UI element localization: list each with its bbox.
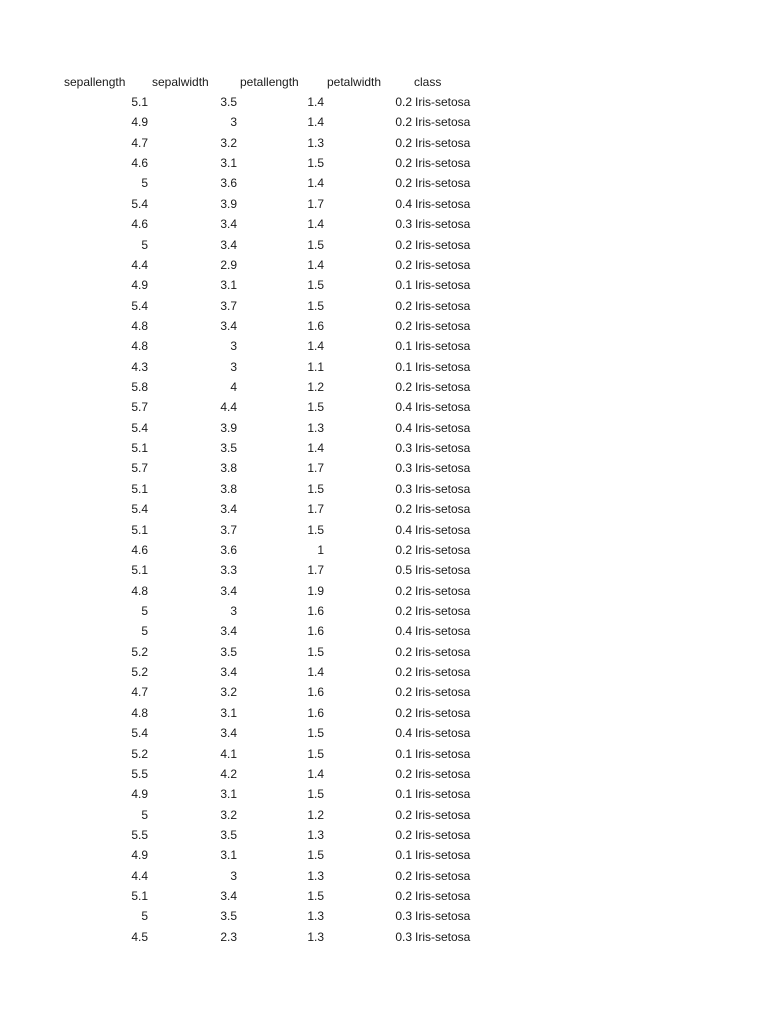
cell-petallength: 1.2	[307, 807, 324, 822]
table-row	[0, 112, 768, 132]
cell-petalwidth: 0.2	[395, 705, 412, 720]
cell-sepallength: 5.1	[131, 889, 148, 904]
cell-petalwidth: 0.2	[395, 156, 412, 171]
cell-petallength: 1.5	[307, 400, 324, 415]
header-petallength: petallength	[240, 75, 299, 89]
cell-petallength: 1.5	[307, 522, 324, 537]
cell-sepallength: 5.1	[131, 95, 148, 109]
cell-petalwidth: 0.2	[395, 665, 412, 680]
cell-sepallength: 5.7	[131, 400, 148, 415]
cell-sepallength: 4.4	[131, 257, 148, 272]
cell-sepalwidth: 3.5	[220, 909, 237, 924]
data-sheet	[0, 72, 768, 947]
cell-sepalwidth: 3.4	[220, 889, 237, 904]
table-row	[0, 418, 768, 438]
cell-sepallength: 5	[141, 237, 148, 252]
cell-class: Iris-setosa	[415, 827, 471, 842]
cell-sepallength: 4.8	[131, 318, 148, 333]
cell-petallength: 1.4	[307, 95, 324, 109]
cell-class: Iris-setosa	[415, 807, 471, 822]
cell-class: Iris-setosa	[415, 603, 471, 618]
table-row	[0, 458, 768, 478]
cell-class: Iris-setosa	[415, 461, 471, 476]
table-row	[0, 153, 768, 173]
table-row	[0, 906, 768, 926]
cell-class: Iris-setosa	[415, 746, 471, 761]
cell-petallength: 1.3	[307, 827, 324, 842]
cell-petalwidth: 0.4	[395, 522, 412, 537]
cell-class: Iris-setosa	[415, 726, 471, 741]
cell-class: Iris-setosa	[415, 298, 471, 313]
cell-sepallength: 5.1	[131, 563, 148, 578]
cell-sepalwidth: 3.5	[220, 95, 237, 109]
cell-petalwidth: 0.2	[395, 603, 412, 618]
cell-petallength: 1.3	[307, 135, 324, 150]
cell-sepallength: 5	[141, 909, 148, 924]
cell-petalwidth: 0.3	[395, 481, 412, 496]
cell-sepalwidth: 3.6	[220, 176, 237, 191]
cell-sepallength: 4.3	[131, 359, 148, 374]
cell-petallength: 1.5	[307, 848, 324, 863]
cell-petalwidth: 0.2	[395, 95, 412, 109]
cell-class: Iris-setosa	[415, 156, 471, 171]
cell-sepalwidth: 4.4	[220, 400, 237, 415]
cell-petallength: 1.3	[307, 909, 324, 924]
cell-sepalwidth: 3.5	[220, 827, 237, 842]
cell-class: Iris-setosa	[415, 542, 471, 557]
cell-class: Iris-setosa	[415, 237, 471, 252]
cell-sepallength: 5.5	[131, 827, 148, 842]
cell-sepalwidth: 4	[230, 380, 237, 395]
cell-sepallength: 5	[141, 807, 148, 822]
cell-petallength: 1.5	[307, 237, 324, 252]
cell-sepallength: 4.6	[131, 217, 148, 232]
cell-petalwidth: 0.2	[395, 502, 412, 517]
cell-sepallength: 4.5	[131, 929, 148, 944]
cell-petalwidth: 0.4	[395, 420, 412, 435]
cell-petalwidth: 0.2	[395, 257, 412, 272]
table-row	[0, 703, 768, 723]
cell-petalwidth: 0.2	[395, 685, 412, 700]
cell-sepallength: 5.1	[131, 522, 148, 537]
cell-petalwidth: 0.3	[395, 217, 412, 232]
cell-class: Iris-setosa	[415, 868, 471, 883]
cell-class: Iris-setosa	[415, 278, 471, 293]
cell-sepalwidth: 3.2	[220, 135, 237, 150]
cell-sepallength: 5.4	[131, 726, 148, 741]
cell-class: Iris-setosa	[415, 359, 471, 374]
header-petalwidth: petalwidth	[327, 75, 382, 89]
cell-petallength: 1.5	[307, 787, 324, 802]
table-row	[0, 825, 768, 845]
cell-petallength: 1.4	[307, 766, 324, 781]
cell-petallength: 1.3	[307, 420, 324, 435]
cell-sepallength: 5.5	[131, 766, 148, 781]
header-sepalwidth: sepalwidth	[152, 75, 209, 89]
cell-sepallength: 4.9	[131, 278, 148, 293]
cell-class: Iris-setosa	[415, 95, 471, 109]
table-row	[0, 255, 768, 275]
cell-class: Iris-setosa	[415, 441, 471, 456]
cell-sepalwidth: 3.1	[220, 705, 237, 720]
cell-sepallength: 4.9	[131, 787, 148, 802]
table-row	[0, 194, 768, 214]
cell-petallength: 1.2	[307, 380, 324, 395]
cell-petalwidth: 0.4	[395, 726, 412, 741]
cell-class: Iris-setosa	[415, 115, 471, 130]
table-row	[0, 642, 768, 662]
cell-petalwidth: 0.2	[395, 135, 412, 150]
cell-petalwidth: 0.2	[395, 542, 412, 557]
table-row	[0, 520, 768, 540]
table-row	[0, 866, 768, 886]
cell-petalwidth: 0.4	[395, 196, 412, 211]
cell-sepallength: 5.2	[131, 644, 148, 659]
cell-petalwidth: 0.1	[395, 339, 412, 354]
cell-petalwidth: 0.3	[395, 929, 412, 944]
cell-petallength: 1.7	[307, 196, 324, 211]
table-row	[0, 764, 768, 784]
cell-sepallength: 4.9	[131, 848, 148, 863]
table-row	[0, 479, 768, 499]
cell-sepalwidth: 3.2	[220, 807, 237, 822]
cell-class: Iris-setosa	[415, 889, 471, 904]
cell-sepallength: 5.2	[131, 746, 148, 761]
cell-petallength: 1.3	[307, 929, 324, 944]
cell-sepallength: 5.4	[131, 502, 148, 517]
cell-sepalwidth: 3	[230, 868, 237, 883]
cell-sepallength: 5	[141, 176, 148, 191]
cell-petallength: 1.6	[307, 685, 324, 700]
cell-petallength: 1.4	[307, 176, 324, 191]
cell-sepallength: 4.6	[131, 156, 148, 171]
cell-class: Iris-setosa	[415, 380, 471, 395]
cell-sepalwidth: 3.7	[220, 522, 237, 537]
cell-sepalwidth: 2.3	[220, 929, 237, 944]
cell-sepalwidth: 3.4	[220, 237, 237, 252]
cell-petalwidth: 0.1	[395, 746, 412, 761]
cell-petalwidth: 0.2	[395, 380, 412, 395]
cell-sepallength: 5.7	[131, 461, 148, 476]
table-row	[0, 845, 768, 865]
table-row	[0, 601, 768, 621]
cell-sepalwidth: 3	[230, 339, 237, 354]
cell-sepallength: 5	[141, 603, 148, 618]
cell-sepalwidth: 3.4	[220, 583, 237, 598]
table-row	[0, 316, 768, 336]
cell-petallength: 1.4	[307, 441, 324, 456]
cell-sepallength: 4.6	[131, 542, 148, 557]
cell-class: Iris-setosa	[415, 420, 471, 435]
cell-petallength: 1.7	[307, 502, 324, 517]
table-row	[0, 662, 768, 682]
cell-sepalwidth: 3.4	[220, 502, 237, 517]
cell-class: Iris-setosa	[415, 705, 471, 720]
cell-sepalwidth: 3.9	[220, 420, 237, 435]
cell-petallength: 1.5	[307, 298, 324, 313]
table-row	[0, 296, 768, 316]
table-row	[0, 214, 768, 234]
table-row	[0, 744, 768, 764]
cell-class: Iris-setosa	[415, 481, 471, 496]
cell-sepalwidth: 3.2	[220, 685, 237, 700]
cell-sepalwidth: 3.4	[220, 665, 237, 680]
table-row	[0, 499, 768, 519]
cell-sepallength: 4.8	[131, 339, 148, 354]
cell-sepalwidth: 3.4	[220, 726, 237, 741]
table-row	[0, 560, 768, 580]
table-row	[0, 927, 768, 947]
cell-sepallength: 5	[141, 624, 148, 639]
table-row	[0, 397, 768, 417]
cell-petalwidth: 0.2	[395, 237, 412, 252]
table-row	[0, 133, 768, 153]
cell-class: Iris-setosa	[415, 196, 471, 211]
cell-petalwidth: 0.2	[395, 868, 412, 883]
cell-sepallength: 5.1	[131, 441, 148, 456]
cell-sepallength: 4.8	[131, 583, 148, 598]
cell-class: Iris-setosa	[415, 624, 471, 639]
cell-petallength: 1.7	[307, 563, 324, 578]
cell-sepalwidth: 3.3	[220, 563, 237, 578]
cell-sepalwidth: 3.5	[220, 644, 237, 659]
cell-petallength: 1.4	[307, 339, 324, 354]
cell-sepalwidth: 3.7	[220, 298, 237, 313]
table-row	[0, 886, 768, 906]
cell-sepallength: 5.1	[131, 481, 148, 496]
cell-sepalwidth: 3.4	[220, 318, 237, 333]
cell-class: Iris-setosa	[415, 644, 471, 659]
cell-petalwidth: 0.1	[395, 848, 412, 863]
cell-petalwidth: 0.3	[395, 461, 412, 476]
cell-sepalwidth: 3.1	[220, 156, 237, 171]
cell-petalwidth: 0.3	[395, 909, 412, 924]
cell-petallength: 1.4	[307, 665, 324, 680]
cell-class: Iris-setosa	[415, 176, 471, 191]
table-body	[0, 92, 768, 947]
cell-sepalwidth: 3.1	[220, 787, 237, 802]
cell-petallength: 1.4	[307, 217, 324, 232]
cell-class: Iris-setosa	[415, 685, 471, 700]
cell-class: Iris-setosa	[415, 766, 471, 781]
cell-sepallength: 5.4	[131, 196, 148, 211]
cell-petallength: 1.7	[307, 461, 324, 476]
table-row	[0, 357, 768, 377]
table-row	[0, 235, 768, 255]
cell-petalwidth: 0.2	[395, 298, 412, 313]
cell-class: Iris-setosa	[415, 665, 471, 680]
cell-sepallength: 5.4	[131, 298, 148, 313]
cell-class: Iris-setosa	[415, 929, 471, 944]
cell-class: Iris-setosa	[415, 217, 471, 232]
table-row	[0, 682, 768, 702]
table-row	[0, 275, 768, 295]
cell-petallength: 1.1	[307, 359, 324, 374]
table-row	[0, 173, 768, 193]
cell-sepalwidth: 3.6	[220, 542, 237, 557]
cell-sepalwidth: 3.8	[220, 481, 237, 496]
cell-petallength: 1.9	[307, 583, 324, 598]
cell-sepalwidth: 3.1	[220, 278, 237, 293]
header-class: class	[414, 75, 442, 89]
table-row	[0, 784, 768, 804]
cell-sepalwidth: 3.1	[220, 848, 237, 863]
cell-sepallength: 4.4	[131, 868, 148, 883]
cell-petalwidth: 0.4	[395, 624, 412, 639]
cell-class: Iris-setosa	[415, 522, 471, 537]
cell-petallength: 1.5	[307, 644, 324, 659]
cell-sepallength: 4.9	[131, 115, 148, 130]
cell-petallength: 1.6	[307, 603, 324, 618]
cell-petalwidth: 0.2	[395, 889, 412, 904]
cell-class: Iris-setosa	[415, 848, 471, 863]
cell-petalwidth: 0.2	[395, 644, 412, 659]
table-row	[0, 336, 768, 356]
header-sepallength: sepallength	[64, 75, 126, 89]
table-row	[0, 377, 768, 397]
cell-sepalwidth: 4.2	[220, 766, 237, 781]
cell-petalwidth: 0.5	[395, 563, 412, 578]
cell-sepalwidth: 3	[230, 603, 237, 618]
cell-sepalwidth: 4.1	[220, 746, 237, 761]
table-row	[0, 438, 768, 458]
cell-petalwidth: 0.4	[395, 400, 412, 415]
cell-petallength: 1	[317, 542, 324, 557]
cell-petalwidth: 0.2	[395, 176, 412, 191]
table-row	[0, 621, 768, 641]
cell-class: Iris-setosa	[415, 339, 471, 354]
cell-class: Iris-setosa	[415, 909, 471, 924]
cell-sepalwidth: 3.5	[220, 441, 237, 456]
cell-petallength: 1.5	[307, 726, 324, 741]
table-row	[0, 92, 768, 112]
cell-petallength: 1.4	[307, 115, 324, 130]
cell-class: Iris-setosa	[415, 400, 471, 415]
cell-sepalwidth: 3	[230, 359, 237, 374]
cell-class: Iris-setosa	[415, 787, 471, 802]
cell-petallength: 1.5	[307, 746, 324, 761]
table-row	[0, 581, 768, 601]
cell-petalwidth: 0.1	[395, 359, 412, 374]
header-row	[0, 72, 768, 92]
cell-petallength: 1.4	[307, 257, 324, 272]
cell-sepallength: 4.7	[131, 685, 148, 700]
cell-petalwidth: 0.2	[395, 318, 412, 333]
cell-class: Iris-setosa	[415, 318, 471, 333]
cell-sepallength: 5.4	[131, 420, 148, 435]
table-row	[0, 540, 768, 560]
cell-petalwidth: 0.1	[395, 787, 412, 802]
cell-petalwidth: 0.2	[395, 807, 412, 822]
cell-petallength: 1.6	[307, 705, 324, 720]
cell-petalwidth: 0.2	[395, 115, 412, 130]
cell-petallength: 1.6	[307, 318, 324, 333]
cell-class: Iris-setosa	[415, 583, 471, 598]
cell-petallength: 1.5	[307, 278, 324, 293]
cell-sepalwidth: 3.4	[220, 624, 237, 639]
cell-petallength: 1.5	[307, 156, 324, 171]
cell-sepalwidth: 3.8	[220, 461, 237, 476]
cell-petallength: 1.6	[307, 624, 324, 639]
cell-class: Iris-setosa	[415, 502, 471, 517]
cell-sepalwidth: 3.9	[220, 196, 237, 211]
cell-petalwidth: 0.2	[395, 583, 412, 598]
cell-petallength: 1.5	[307, 481, 324, 496]
table-row	[0, 805, 768, 825]
cell-sepallength: 4.8	[131, 705, 148, 720]
table-row	[0, 723, 768, 743]
cell-class: Iris-setosa	[415, 135, 471, 150]
cell-sepallength: 5.2	[131, 665, 148, 680]
cell-sepalwidth: 3	[230, 115, 237, 130]
cell-class: Iris-setosa	[415, 257, 471, 272]
cell-sepallength: 4.7	[131, 135, 148, 150]
cell-sepalwidth: 2.9	[220, 257, 237, 272]
cell-petallength: 1.5	[307, 889, 324, 904]
cell-petallength: 1.3	[307, 868, 324, 883]
cell-petalwidth: 0.2	[395, 827, 412, 842]
cell-petalwidth: 0.3	[395, 441, 412, 456]
cell-class: Iris-setosa	[415, 563, 471, 578]
cell-sepalwidth: 3.4	[220, 217, 237, 232]
cell-petalwidth: 0.1	[395, 278, 412, 293]
cell-petalwidth: 0.2	[395, 766, 412, 781]
cell-sepallength: 5.8	[131, 380, 148, 395]
